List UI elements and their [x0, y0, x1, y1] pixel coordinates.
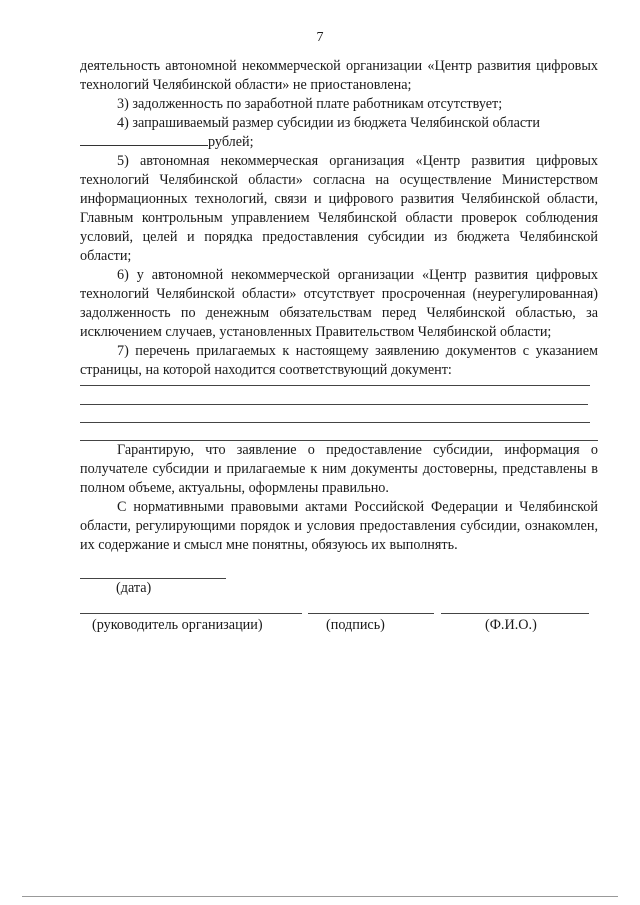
paragraph-item-3: 3) задолженность по заработной плате работникам отсутствует;: [117, 96, 503, 112]
paragraph-item-7: 7) перечень прилагаемых к настоящему заявлению документов с указанием страницы, на которой находится соответствующий документ:: [80, 343, 598, 378]
name-line[interactable]: [441, 613, 589, 614]
paragraph-item-4: 4) запрашиваемый размер субсидии из бюджета Челябинской области: [117, 115, 540, 131]
acknowledgement-statement: С нормативными правовыми актами Российской Федерации и Челябинской области, регулирующими порядок и условия предоставления субсидии, ознакомлен, их содержание и смысл мне понятны, обязуюсь их выполнять.: [80, 499, 598, 553]
document-list-line-1[interactable]: [80, 385, 590, 386]
signature-line[interactable]: [308, 613, 434, 614]
date-line[interactable]: [80, 578, 226, 579]
guarantee-section: [80, 441, 598, 555]
name-label: (Ф.И.О.): [485, 617, 537, 633]
paragraph-continued: деятельность автономной некоммерческой организации «Центр развития цифровых технологий Челябинской области» не приостановлена;: [80, 58, 598, 93]
head-line[interactable]: [80, 613, 302, 614]
paragraph-item-6: 6) у автономной некоммерческой организации «Центр развития цифровых технологий Челябинской области» отсутствует просроченная (неурегулированная) задолженность по денежным обязательствам перед Челябинской областью, за исключением случаев, установленных Правительством Челябинской области;: [80, 267, 598, 340]
paragraph-item-5: 5) автономная некоммерческая организация «Центр развития цифровых технологий Челябинской области» согласна на осуществление Министерством информационных технологий, связи и цифрового развития Челябинской области, Главным контрольным управлением Челябинской области проверок соблюдения условий, целей и порядка предоставления субсидии из бюджета Челябинской области;: [80, 153, 598, 264]
page-number: 7: [316, 30, 324, 45]
date-label: (дата): [116, 580, 152, 596]
paragraph-item-4-amount: [80, 133, 598, 152]
document-list-line-2[interactable]: [80, 404, 588, 405]
head-label: (руководитель организации): [92, 617, 263, 633]
signature-label: (подпись): [326, 617, 385, 633]
document-list-line-3[interactable]: [80, 422, 590, 423]
guarantee-statement: Гарантирую, что заявление о предоставление субсидии, информация о получателе субсидии и прилагаемые к ним документы достоверны, представлены в полном объеме, актуальны, оформлены правильно.: [80, 442, 598, 496]
amount-unit: рублей;: [208, 134, 254, 150]
scan-edge-line: [22, 896, 618, 897]
amount-blank[interactable]: [80, 133, 208, 146]
document-body: [80, 57, 598, 380]
